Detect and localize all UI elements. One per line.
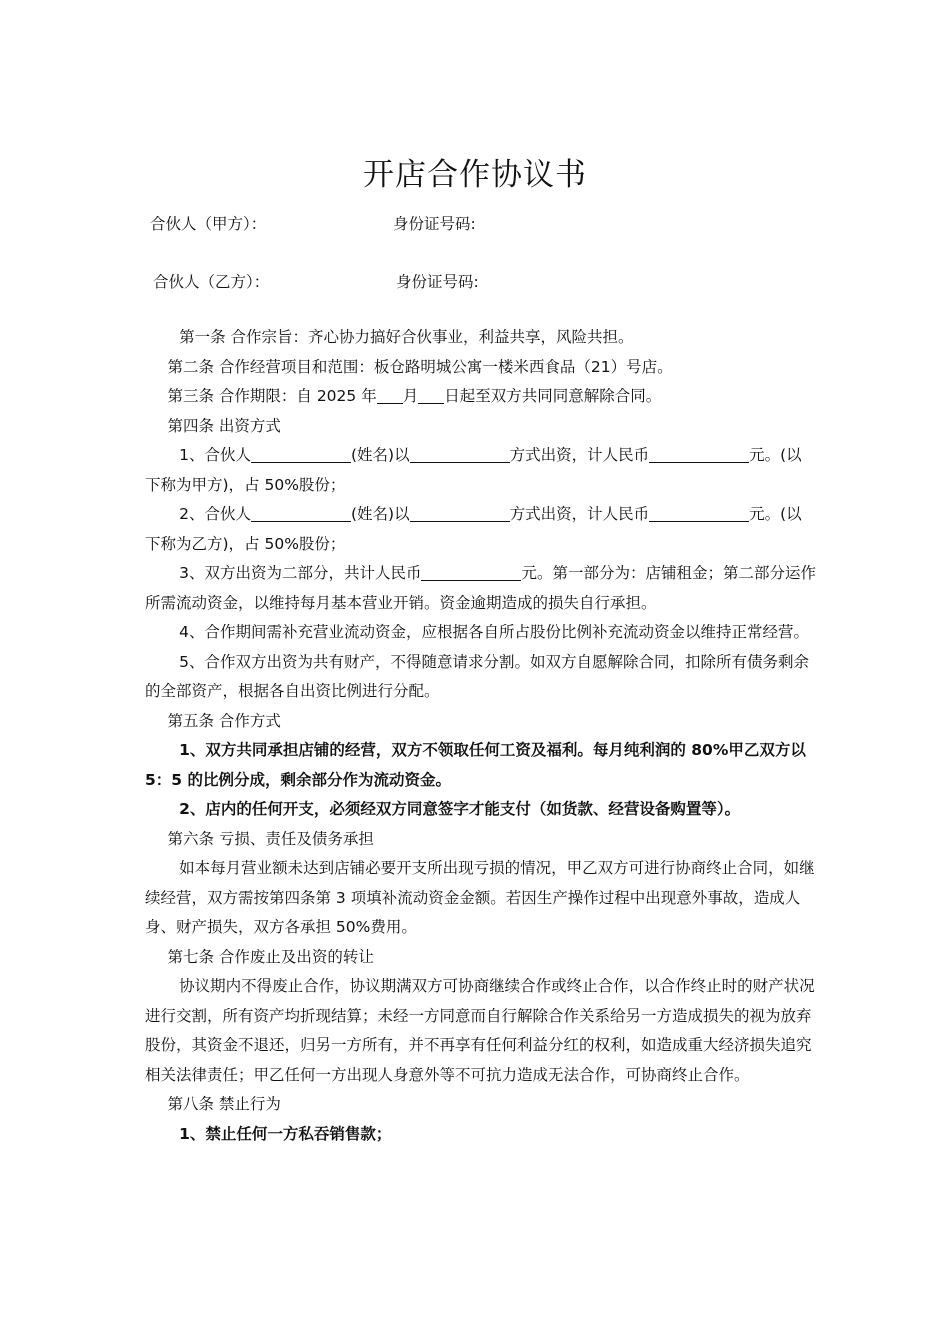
article-4-item-2: 2、合伙人 (姓名)以 方式出资，计人民币 元。(以下称为乙方)，占 50%股份； (145, 505, 802, 553)
article-4-item-3: 3、双方出资为二部分，共计人民币 元。第一部分为：店铺租金；第二部分运作所需流动资金，以维持每月基本营业开销。资金逾期造成的损失自行承担。 (145, 564, 816, 612)
article-6-body: 如本每月营业额未达到店铺必要开支所出现亏损的情况，甲乙双方可进行协商终止合同，如继续经营，双方需按第四条第 3 项填补流动资金金额。若因生产操作过程中出现意外事故，造成人身、财产损失，双方各承担 50%费用。 (145, 859, 815, 936)
article-4-item-1: 1、合伙人 (姓名)以 方式出资，计人民币 元。(以下称为甲方)，占 50%股份； (145, 446, 802, 494)
article-4-item-5: 5、合作双方出资为共有财产，不得随意请求分割。如双方自愿解除合同，扣除所有债务剩余的全部资产，根据各自出资比例进行分配。 (145, 652, 809, 700)
agreement-body (145, 323, 817, 1149)
partner-b-name-blank[interactable] (251, 503, 351, 522)
partner-a-method-blank[interactable] (410, 444, 510, 463)
article-4-heading: 第四条 出资方式 (167, 416, 281, 435)
article-5-heading: 第五条 合作方式 (167, 711, 281, 730)
party-b-id-label: 身份证号码: (396, 273, 479, 291)
month-blank[interactable] (377, 385, 403, 404)
partner-b-amount-blank[interactable] (649, 503, 749, 522)
article-6-heading: 第六条 亏损、责任及债务承担 (167, 829, 374, 848)
article-8-heading: 第八条 禁止行为 (167, 1095, 281, 1113)
total-amount-blank[interactable] (421, 562, 521, 581)
partner-a-amount-blank[interactable] (649, 444, 749, 463)
article-7-body: 协议期内不得废止合作，协议期满双方可协商继续合作或终止合作，以合作终止时的财产状况进行交割，所有资产均折现结算；未经一方同意而自行解除合作关系给另一方造成损失的视为放弃股份，其资金不退还，归另一方所有，并不再享有任何利益分红的权利，如造成重大经济损失追究相关法律责任；甲乙任何一方出现人身意外等不可抗力造成无法合作，可协商终止合作。 (145, 977, 815, 1084)
document-title: 开店合作协议书 (363, 156, 587, 193)
article-5-item-1: 1、双方共同承担店铺的经营，双方不领取任何工资及福利。每月纯利润的 80%甲乙双方以 5：5 的比例分成，剩余部分作为流动资金。 (145, 741, 806, 789)
article-7-heading: 第七条 合作废止及出资的转让 (167, 947, 374, 966)
article-5-item-2: 2、店内的任何开支，必须经双方同意签字才能支付（如货款、经营设备购置等）。 (179, 800, 741, 818)
partner-a-name-blank[interactable] (251, 444, 351, 463)
article-1: 第一条 合作宗旨：齐心协力搞好合伙事业，利益共享，风险共担。 (179, 328, 634, 346)
day-blank[interactable] (418, 385, 444, 404)
article-8-item-1: 1、禁止任何一方私吞销售款； (179, 1124, 392, 1143)
partner-b-method-blank[interactable] (410, 503, 510, 522)
party-a-id-label: 身份证号码: (393, 215, 476, 233)
party-b-label: 合伙人（乙方）： (153, 273, 270, 291)
article-3: 第三条 合作期限：自 2025 年 月 日起至双方共同同意解除合同。 (167, 387, 662, 405)
article-2: 第二条 合作经营项目和范围：板仓路明城公寓一楼米西食品（21）号店。 (167, 357, 673, 376)
article-4-item-4: 4、合作期间需补充营业流动资金，应根据各自所占股份比例补充流动资金以维持正常经营。 (179, 623, 809, 641)
party-a-label: 合伙人（甲方）： (150, 215, 267, 233)
